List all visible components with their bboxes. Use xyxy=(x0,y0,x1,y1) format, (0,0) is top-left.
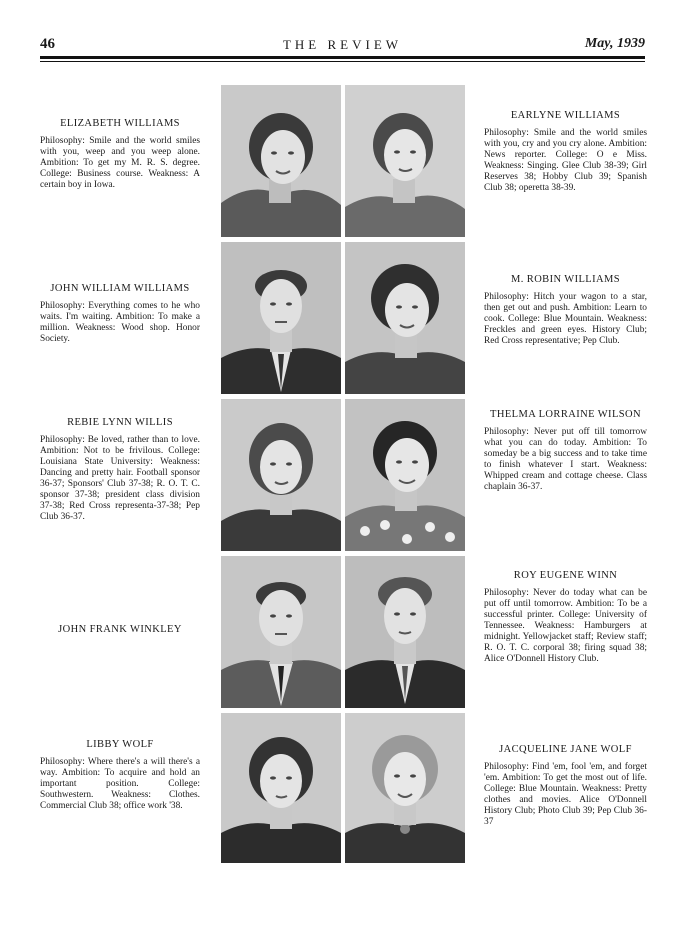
portrait-earlyne-williams xyxy=(345,85,465,237)
student-entry-john-frank-winkley xyxy=(40,624,200,642)
student-name: THELMA LORRAINE WILSON xyxy=(490,409,641,420)
student-name: JOHN WILLIAM WILLIAMS xyxy=(50,283,190,294)
page-header xyxy=(40,36,645,58)
student-entry-thelma-lorraine-wilson xyxy=(484,409,647,493)
student-bio: Philosophy: Be loved, rather than to love. Ambition: Not to be frivilous. College: Louisiana State University: Weakness: Dancing and pretty hair. Football sponsor 36-37; Sponsors' Club 37-38; R. O. T. C. sponsor 37-38; president class division 37-38; Red Cross representa-37-38; Pep Club 36-37. xyxy=(40,435,200,522)
student-entry-libby-wolf xyxy=(40,739,200,812)
student-name: JACQUELINE JANE WOLF xyxy=(499,744,632,755)
publication-title: THE REVIEW xyxy=(282,37,403,52)
student-bio: Philosophy: Never put off till tomorrow what you can do today. Ambition: To someday be a big success and to take time to finish whatever I start. Weakness: Whipped cream and cottage cheese. Class chaplain 36-37. xyxy=(484,427,647,492)
portrait-libby-wolf xyxy=(221,713,341,863)
student-entry-m-robin-williams xyxy=(484,274,647,347)
header-rule-thin xyxy=(40,61,645,62)
student-bio: Philosophy: Where there's a will there's a way. Ambition: To acquire and hold an important position. College: Southwestern. Weakness: Clothes. Commercial Club 38; office work '38. xyxy=(40,757,200,811)
student-bio: Philosophy: Never do today what can be put off until tomorrow. Ambition: To be a successful printer. College: University of Tennessee. Weakness: Hamburgers at midnight. Yellowjacket staff; Review staff; R. O. T. C. corporal 38; firing squad 38; Alice O'Donnell History Club. xyxy=(484,588,647,664)
portrait-jacqueline-jane-wolf xyxy=(345,713,465,863)
student-name: EARLYNE WILLIAMS xyxy=(510,110,621,121)
student-name: ELIZABETH WILLIAMS xyxy=(60,118,180,129)
issue-date: May, 1939 xyxy=(584,36,645,51)
student-bio: Philosophy: Smile and the world smiles with you, cry and you cry alone. Ambition: News reporter. College: O e Miss. Weakness: Singing. Glee Club 38-39; Girl Reserves 38; Hobby Club 39; Spanish Club 38; operetta 38-39. xyxy=(484,128,647,193)
portrait-grid xyxy=(221,85,465,863)
portrait-john-frank-winkley xyxy=(221,556,341,708)
student-name: LIBBY WOLF xyxy=(86,739,154,750)
portrait-thelma-lorraine-wilson xyxy=(345,399,465,551)
student-name: ROY EUGENE WINN xyxy=(513,570,618,581)
student-name: JOHN FRANK WINKLEY xyxy=(58,624,182,635)
portrait-m-robin-williams xyxy=(345,242,465,394)
portrait-elizabeth-williams xyxy=(221,85,341,237)
student-entry-roy-eugene-winn xyxy=(484,570,647,665)
student-bio: Philosophy: Smile and the world smiles with you, weep and you weep alone. Ambition: To get my M. R. S. degree. College: Business course. Weakness: A certain boy in Iowa. xyxy=(40,136,200,190)
student-name: M. ROBIN WILLIAMS xyxy=(511,274,620,285)
portrait-john-william-williams xyxy=(221,242,341,394)
header-rule-thick xyxy=(40,56,645,59)
student-entry-john-william-williams xyxy=(40,283,200,345)
student-entry-jacqueline-jane-wolf xyxy=(484,744,647,828)
page-number: 46 xyxy=(40,36,55,52)
student-entry-earlyne-williams xyxy=(484,110,647,194)
student-bio: Philosophy: Hitch your wagon to a star, then get out and push. Ambition: Learn to cook. College: Blue Mountain. Weakness: Freckles and green eyes. History Club; Red Cross representative; Pep Club. xyxy=(484,292,647,346)
student-bio: Philosophy: Find 'em, fool 'em, and forget 'em. Ambition: To get the most out of life. College: Blue Mountain. Weakness: Pretty clothes and movies. Alice O'Donnell History Club; Photo Club 39; Pep Club 36-37 xyxy=(484,762,647,827)
student-entry-elizabeth-williams xyxy=(40,118,200,191)
portrait-roy-eugene-winn xyxy=(345,556,465,708)
student-bio: Philosophy: Everything comes to he who waits. I'm waiting. Ambition: To make a million. Weakness: Wood shop. Honor Society. xyxy=(40,301,200,344)
student-entry-rebie-lynn-willis xyxy=(40,417,200,523)
portrait-rebie-lynn-willis xyxy=(221,399,341,551)
student-name: REBIE LYNN WILLIS xyxy=(67,417,173,428)
